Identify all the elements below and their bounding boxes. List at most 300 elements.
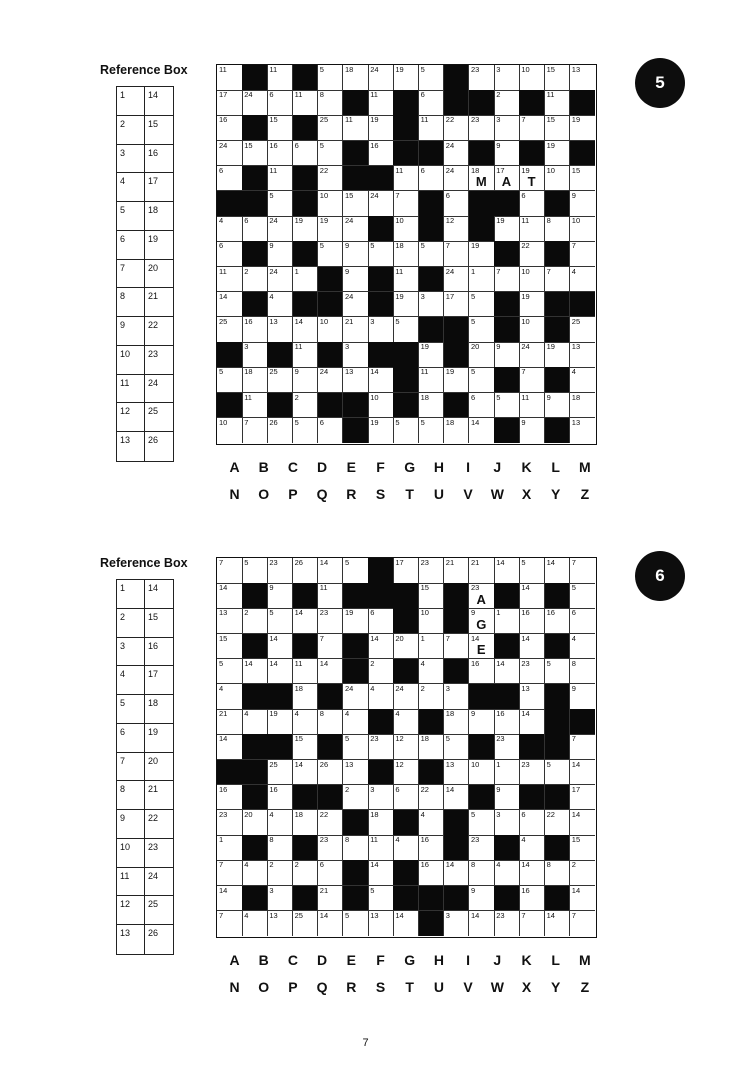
reference-cell[interactable]: 13 bbox=[117, 925, 145, 954]
grid-cell[interactable] bbox=[393, 911, 419, 937]
grid-cell[interactable] bbox=[217, 709, 243, 735]
grid-cell[interactable] bbox=[318, 141, 344, 167]
grid-cell[interactable] bbox=[318, 810, 344, 836]
grid-cell[interactable] bbox=[343, 684, 369, 710]
grid-cell[interactable] bbox=[545, 659, 571, 685]
grid-cell[interactable] bbox=[444, 115, 470, 141]
alphabet-letter[interactable]: N bbox=[229, 979, 240, 995]
grid-cell[interactable] bbox=[242, 860, 268, 886]
grid-cell[interactable] bbox=[318, 659, 344, 685]
reference-cell[interactable]: 5 bbox=[117, 695, 145, 723]
grid-cell[interactable] bbox=[494, 342, 520, 368]
grid-cell[interactable] bbox=[570, 65, 596, 91]
alphabet-letter[interactable]: Q bbox=[316, 486, 328, 502]
grid-cell[interactable] bbox=[519, 241, 545, 267]
grid-cell[interactable] bbox=[494, 166, 520, 192]
grid-cell[interactable] bbox=[519, 558, 545, 584]
alphabet-letter[interactable]: X bbox=[521, 979, 532, 995]
grid-cell[interactable] bbox=[494, 709, 520, 735]
grid-cell[interactable] bbox=[393, 785, 419, 811]
grid-cell[interactable] bbox=[217, 608, 243, 634]
grid-cell[interactable] bbox=[343, 785, 369, 811]
grid-cell[interactable] bbox=[469, 886, 495, 912]
grid-cell[interactable] bbox=[469, 65, 495, 91]
grid-cell[interactable] bbox=[494, 608, 520, 634]
grid-cell[interactable] bbox=[545, 216, 571, 242]
grid-cell[interactable] bbox=[343, 241, 369, 267]
grid-cell[interactable] bbox=[494, 115, 520, 141]
grid-cell[interactable] bbox=[519, 810, 545, 836]
alphabet-letter[interactable]: U bbox=[433, 486, 444, 502]
grid-cell[interactable] bbox=[267, 115, 293, 141]
grid-cell[interactable] bbox=[293, 367, 319, 393]
grid-cell[interactable] bbox=[444, 709, 470, 735]
reference-cell[interactable]: 9 bbox=[117, 810, 145, 838]
reference-cell[interactable]: 20 bbox=[148, 262, 159, 273]
grid-cell[interactable] bbox=[217, 292, 243, 318]
grid-cell[interactable] bbox=[368, 860, 394, 886]
grid-cell[interactable] bbox=[293, 860, 319, 886]
grid-cell[interactable] bbox=[393, 558, 419, 584]
grid-cell[interactable] bbox=[267, 860, 293, 886]
grid-cell[interactable] bbox=[570, 191, 596, 217]
grid-cell[interactable] bbox=[293, 760, 319, 786]
grid-cell[interactable] bbox=[293, 141, 319, 167]
grid-cell[interactable] bbox=[419, 90, 445, 116]
grid-cell[interactable] bbox=[318, 608, 344, 634]
grid-cell[interactable] bbox=[444, 166, 470, 192]
grid-cell[interactable] bbox=[343, 292, 369, 318]
grid-cell[interactable] bbox=[343, 367, 369, 393]
grid-cell[interactable] bbox=[318, 90, 344, 116]
grid-cell[interactable] bbox=[368, 241, 394, 267]
grid-cell[interactable] bbox=[293, 558, 319, 584]
grid-cell[interactable] bbox=[393, 241, 419, 267]
grid-cell[interactable] bbox=[494, 760, 520, 786]
reference-cell[interactable]: 6 bbox=[117, 231, 145, 259]
grid-cell[interactable] bbox=[570, 342, 596, 368]
grid-cell[interactable] bbox=[469, 342, 495, 368]
grid-cell[interactable] bbox=[444, 418, 470, 444]
reference-cell[interactable]: 2 bbox=[117, 116, 145, 144]
grid-cell[interactable] bbox=[545, 90, 571, 116]
grid-cell[interactable] bbox=[519, 760, 545, 786]
grid-cell[interactable] bbox=[267, 583, 293, 609]
grid-cell[interactable] bbox=[393, 734, 419, 760]
grid-cell[interactable] bbox=[570, 115, 596, 141]
grid-cell[interactable] bbox=[494, 65, 520, 91]
grid-cell[interactable] bbox=[444, 141, 470, 167]
grid-cell[interactable] bbox=[419, 860, 445, 886]
grid-cell[interactable] bbox=[419, 684, 445, 710]
grid-cell[interactable] bbox=[368, 659, 394, 685]
grid-cell[interactable] bbox=[217, 90, 243, 116]
grid-cell[interactable] bbox=[293, 267, 319, 293]
grid-cell[interactable] bbox=[393, 418, 419, 444]
grid-cell[interactable] bbox=[444, 267, 470, 293]
grid-cell[interactable] bbox=[519, 342, 545, 368]
grid-cell[interactable] bbox=[519, 267, 545, 293]
alphabet-letter[interactable]: I bbox=[466, 952, 471, 968]
grid-cell[interactable] bbox=[419, 634, 445, 660]
grid-cell[interactable] bbox=[570, 267, 596, 293]
reference-cell[interactable]: 23 bbox=[148, 841, 159, 852]
reference-cell[interactable]: 7 bbox=[117, 753, 145, 781]
grid-cell[interactable] bbox=[444, 191, 470, 217]
reference-cell[interactable]: 8 bbox=[117, 781, 145, 809]
alphabet-letter[interactable]: C bbox=[287, 952, 298, 968]
grid-cell[interactable] bbox=[368, 608, 394, 634]
grid-cell[interactable] bbox=[318, 317, 344, 343]
grid-cell[interactable] bbox=[570, 911, 596, 937]
grid-cell[interactable] bbox=[469, 583, 495, 609]
reference-cell[interactable]: 19 bbox=[148, 726, 159, 737]
grid-cell[interactable] bbox=[293, 911, 319, 937]
reference-cell[interactable]: 19 bbox=[148, 233, 159, 244]
grid-cell[interactable] bbox=[368, 810, 394, 836]
alphabet-letter[interactable]: S bbox=[375, 486, 386, 502]
alphabet-letter[interactable]: J bbox=[493, 952, 502, 968]
grid-cell[interactable] bbox=[343, 734, 369, 760]
grid-cell[interactable] bbox=[217, 65, 243, 91]
grid-cell[interactable] bbox=[545, 342, 571, 368]
grid-cell[interactable] bbox=[242, 911, 268, 937]
reference-cell[interactable]: 24 bbox=[148, 377, 159, 388]
grid-cell[interactable] bbox=[545, 810, 571, 836]
grid-cell[interactable] bbox=[469, 911, 495, 937]
grid-cell[interactable] bbox=[444, 367, 470, 393]
grid-cell[interactable] bbox=[318, 709, 344, 735]
grid-cell[interactable] bbox=[444, 860, 470, 886]
grid-cell[interactable] bbox=[293, 659, 319, 685]
alphabet-letter[interactable]: G bbox=[404, 459, 416, 475]
grid-cell[interactable] bbox=[318, 367, 344, 393]
reference-cell[interactable]: 3 bbox=[117, 145, 145, 173]
alphabet-letter[interactable]: Z bbox=[580, 979, 590, 995]
grid-cell[interactable] bbox=[469, 292, 495, 318]
grid-cell[interactable] bbox=[419, 810, 445, 836]
reference-cell[interactable]: 1 bbox=[117, 87, 145, 115]
grid-cell[interactable] bbox=[318, 216, 344, 242]
grid-cell[interactable] bbox=[267, 241, 293, 267]
grid-cell[interactable] bbox=[267, 141, 293, 167]
alphabet-letter[interactable]: A bbox=[229, 459, 240, 475]
grid-cell[interactable] bbox=[469, 558, 495, 584]
alphabet-letter[interactable]: V bbox=[463, 486, 473, 502]
grid-cell[interactable] bbox=[469, 267, 495, 293]
grid-cell[interactable] bbox=[519, 659, 545, 685]
alphabet-letter[interactable]: E bbox=[346, 459, 356, 475]
alphabet-letter[interactable]: D bbox=[317, 459, 328, 475]
grid-cell[interactable] bbox=[293, 342, 319, 368]
reference-cell[interactable]: 22 bbox=[148, 813, 159, 824]
grid-cell[interactable] bbox=[469, 835, 495, 861]
reference-cell[interactable]: 11 bbox=[117, 868, 145, 896]
grid-cell[interactable] bbox=[469, 860, 495, 886]
grid-cell[interactable] bbox=[343, 760, 369, 786]
grid-cell[interactable] bbox=[368, 115, 394, 141]
grid-cell[interactable] bbox=[217, 216, 243, 242]
grid-cell[interactable] bbox=[494, 734, 520, 760]
grid-cell[interactable] bbox=[519, 608, 545, 634]
grid-cell[interactable] bbox=[393, 267, 419, 293]
reference-cell[interactable]: 22 bbox=[148, 320, 159, 331]
grid-cell[interactable] bbox=[469, 393, 495, 419]
grid-cell[interactable] bbox=[444, 684, 470, 710]
grid-cell[interactable] bbox=[570, 241, 596, 267]
grid-cell[interactable] bbox=[570, 317, 596, 343]
grid-cell[interactable] bbox=[545, 860, 571, 886]
alphabet-letter[interactable]: M bbox=[579, 952, 591, 968]
grid-cell[interactable] bbox=[318, 418, 344, 444]
grid-cell[interactable] bbox=[343, 558, 369, 584]
reference-cell[interactable]: 24 bbox=[148, 870, 159, 881]
grid-cell[interactable] bbox=[545, 911, 571, 937]
reference-cell[interactable]: 9 bbox=[117, 317, 145, 345]
grid-cell[interactable] bbox=[393, 317, 419, 343]
grid-cell[interactable] bbox=[242, 141, 268, 167]
grid-cell[interactable] bbox=[494, 393, 520, 419]
grid-cell[interactable] bbox=[293, 418, 319, 444]
alphabet-letter[interactable]: U bbox=[433, 979, 444, 995]
reference-cell[interactable]: 15 bbox=[148, 118, 159, 129]
reference-cell[interactable]: 16 bbox=[148, 640, 159, 651]
grid-cell[interactable] bbox=[267, 709, 293, 735]
grid-cell[interactable] bbox=[267, 191, 293, 217]
grid-cell[interactable] bbox=[469, 659, 495, 685]
grid-cell[interactable] bbox=[242, 418, 268, 444]
grid-cell[interactable] bbox=[318, 115, 344, 141]
grid-cell[interactable] bbox=[393, 216, 419, 242]
reference-cell[interactable]: 2 bbox=[117, 609, 145, 637]
grid-cell[interactable] bbox=[318, 65, 344, 91]
alphabet-letter[interactable]: Z bbox=[580, 486, 590, 502]
grid-cell[interactable] bbox=[267, 292, 293, 318]
grid-cell[interactable] bbox=[570, 608, 596, 634]
grid-cell[interactable] bbox=[217, 317, 243, 343]
grid-cell[interactable] bbox=[318, 860, 344, 886]
reference-cell[interactable]: 12 bbox=[117, 896, 145, 924]
grid-cell[interactable] bbox=[545, 558, 571, 584]
reference-cell[interactable]: 21 bbox=[148, 784, 159, 795]
grid-cell[interactable] bbox=[570, 367, 596, 393]
grid-cell[interactable] bbox=[217, 166, 243, 192]
grid-cell[interactable] bbox=[343, 115, 369, 141]
grid-cell[interactable] bbox=[469, 166, 495, 192]
alphabet-letter[interactable]: E bbox=[346, 952, 356, 968]
grid-cell[interactable] bbox=[267, 418, 293, 444]
grid-cell[interactable] bbox=[217, 583, 243, 609]
grid-cell[interactable] bbox=[267, 659, 293, 685]
grid-cell[interactable] bbox=[570, 393, 596, 419]
grid-cell[interactable] bbox=[217, 785, 243, 811]
reference-cell[interactable]: 13 bbox=[117, 432, 145, 461]
grid-cell[interactable] bbox=[419, 166, 445, 192]
grid-cell[interactable] bbox=[469, 760, 495, 786]
grid-cell[interactable] bbox=[494, 860, 520, 886]
grid-cell[interactable] bbox=[217, 267, 243, 293]
grid-cell[interactable] bbox=[318, 558, 344, 584]
grid-cell[interactable] bbox=[318, 835, 344, 861]
grid-cell[interactable] bbox=[570, 760, 596, 786]
grid-cell[interactable] bbox=[343, 191, 369, 217]
grid-cell[interactable] bbox=[393, 709, 419, 735]
alphabet-letter[interactable]: Y bbox=[551, 979, 561, 995]
grid-cell[interactable] bbox=[242, 659, 268, 685]
grid-cell[interactable] bbox=[519, 835, 545, 861]
grid-cell[interactable] bbox=[393, 191, 419, 217]
grid-cell[interactable] bbox=[444, 292, 470, 318]
grid-cell[interactable] bbox=[217, 835, 243, 861]
reference-cell[interactable]: 17 bbox=[148, 176, 159, 187]
alphabet-letter[interactable]: O bbox=[258, 486, 270, 502]
grid-cell[interactable] bbox=[318, 583, 344, 609]
grid-cell[interactable] bbox=[545, 608, 571, 634]
grid-cell[interactable] bbox=[217, 810, 243, 836]
alphabet-letter[interactable]: C bbox=[287, 459, 298, 475]
grid-cell[interactable] bbox=[444, 785, 470, 811]
reference-cell[interactable]: 4 bbox=[117, 666, 145, 694]
grid-cell[interactable] bbox=[419, 367, 445, 393]
grid-cell[interactable] bbox=[343, 65, 369, 91]
grid-cell[interactable] bbox=[494, 810, 520, 836]
grid-cell[interactable] bbox=[368, 317, 394, 343]
grid-cell[interactable] bbox=[519, 911, 545, 937]
grid-cell[interactable] bbox=[519, 115, 545, 141]
grid-cell[interactable] bbox=[494, 785, 520, 811]
reference-cell[interactable]: 15 bbox=[148, 611, 159, 622]
grid-cell[interactable] bbox=[293, 684, 319, 710]
grid-cell[interactable] bbox=[545, 115, 571, 141]
grid-cell[interactable] bbox=[570, 785, 596, 811]
grid-cell[interactable] bbox=[419, 785, 445, 811]
grid-cell[interactable] bbox=[217, 241, 243, 267]
grid-cell[interactable] bbox=[444, 216, 470, 242]
alphabet-letter[interactable]: R bbox=[346, 979, 357, 995]
grid-cell[interactable] bbox=[570, 835, 596, 861]
grid-cell[interactable] bbox=[494, 558, 520, 584]
grid-cell[interactable] bbox=[444, 911, 470, 937]
alphabet-letter[interactable]: W bbox=[490, 486, 504, 502]
grid-cell[interactable] bbox=[318, 911, 344, 937]
grid-cell[interactable] bbox=[469, 317, 495, 343]
alphabet-letter[interactable]: V bbox=[463, 979, 473, 995]
grid-cell[interactable] bbox=[217, 734, 243, 760]
grid-cell[interactable] bbox=[570, 216, 596, 242]
reference-cell[interactable]: 26 bbox=[148, 435, 159, 446]
reference-cell[interactable]: 11 bbox=[117, 375, 145, 403]
grid-cell[interactable] bbox=[293, 90, 319, 116]
grid-cell[interactable] bbox=[419, 558, 445, 584]
grid-cell[interactable] bbox=[217, 886, 243, 912]
grid-cell[interactable] bbox=[469, 810, 495, 836]
alphabet-letter[interactable]: J bbox=[493, 459, 502, 475]
grid-cell[interactable] bbox=[343, 317, 369, 343]
grid-cell[interactable] bbox=[242, 558, 268, 584]
grid-cell[interactable] bbox=[343, 216, 369, 242]
grid-cell[interactable] bbox=[419, 418, 445, 444]
grid-cell[interactable] bbox=[419, 65, 445, 91]
grid-cell[interactable] bbox=[519, 886, 545, 912]
grid-cell[interactable] bbox=[267, 886, 293, 912]
reference-cell[interactable]: 25 bbox=[148, 406, 159, 417]
grid-cell[interactable] bbox=[368, 734, 394, 760]
reference-cell[interactable]: 4 bbox=[117, 173, 145, 201]
grid-cell[interactable] bbox=[545, 393, 571, 419]
grid-cell[interactable] bbox=[570, 418, 596, 444]
alphabet-letter[interactable]: W bbox=[490, 979, 504, 995]
grid-cell[interactable] bbox=[217, 911, 243, 937]
alphabet-letter[interactable]: Q bbox=[316, 979, 328, 995]
alphabet-letter[interactable]: G bbox=[404, 952, 416, 968]
reference-cell[interactable]: 25 bbox=[148, 899, 159, 910]
grid-cell[interactable] bbox=[368, 418, 394, 444]
grid-cell[interactable] bbox=[519, 191, 545, 217]
grid-cell[interactable] bbox=[217, 418, 243, 444]
reference-cell[interactable]: 1 bbox=[117, 580, 145, 608]
grid-cell[interactable] bbox=[444, 634, 470, 660]
grid-cell[interactable] bbox=[519, 292, 545, 318]
grid-cell[interactable] bbox=[469, 367, 495, 393]
grid-cell[interactable] bbox=[267, 166, 293, 192]
reference-cell[interactable]: 3 bbox=[117, 638, 145, 666]
alphabet-letter[interactable]: H bbox=[433, 459, 444, 475]
grid-cell[interactable] bbox=[444, 558, 470, 584]
grid-cell[interactable] bbox=[368, 393, 394, 419]
reference-cell[interactable]: 14 bbox=[148, 90, 159, 100]
grid-cell[interactable] bbox=[267, 835, 293, 861]
grid-cell[interactable] bbox=[318, 241, 344, 267]
grid-cell[interactable] bbox=[343, 709, 369, 735]
grid-cell[interactable] bbox=[494, 90, 520, 116]
grid-cell[interactable] bbox=[469, 634, 495, 660]
grid-cell[interactable] bbox=[318, 634, 344, 660]
grid-cell[interactable] bbox=[242, 90, 268, 116]
grid-cell[interactable] bbox=[419, 393, 445, 419]
grid-cell[interactable] bbox=[570, 810, 596, 836]
grid-cell[interactable] bbox=[267, 317, 293, 343]
grid-cell[interactable] bbox=[393, 835, 419, 861]
grid-cell[interactable] bbox=[419, 342, 445, 368]
grid-cell[interactable] bbox=[217, 684, 243, 710]
grid-cell[interactable] bbox=[570, 734, 596, 760]
grid-cell[interactable] bbox=[217, 115, 243, 141]
grid-cell[interactable] bbox=[519, 393, 545, 419]
reference-cell[interactable]: 7 bbox=[117, 260, 145, 288]
reference-cell[interactable]: 17 bbox=[148, 669, 159, 680]
grid-cell[interactable] bbox=[469, 241, 495, 267]
grid-cell[interactable] bbox=[318, 886, 344, 912]
grid-cell[interactable] bbox=[393, 166, 419, 192]
grid-cell[interactable] bbox=[242, 342, 268, 368]
grid-cell[interactable] bbox=[318, 166, 344, 192]
grid-cell[interactable] bbox=[368, 684, 394, 710]
grid-cell[interactable] bbox=[494, 911, 520, 937]
grid-cell[interactable] bbox=[368, 634, 394, 660]
grid-cell[interactable] bbox=[267, 558, 293, 584]
grid-cell[interactable] bbox=[343, 608, 369, 634]
grid-cell[interactable] bbox=[343, 267, 369, 293]
grid-cell[interactable] bbox=[368, 785, 394, 811]
grid-cell[interactable] bbox=[267, 216, 293, 242]
grid-cell[interactable] bbox=[545, 166, 571, 192]
alphabet-letter[interactable]: Y bbox=[551, 486, 561, 502]
alphabet-letter[interactable]: P bbox=[288, 486, 298, 502]
grid-cell[interactable] bbox=[393, 65, 419, 91]
grid-cell[interactable] bbox=[368, 191, 394, 217]
grid-cell[interactable] bbox=[419, 835, 445, 861]
grid-cell[interactable] bbox=[318, 191, 344, 217]
